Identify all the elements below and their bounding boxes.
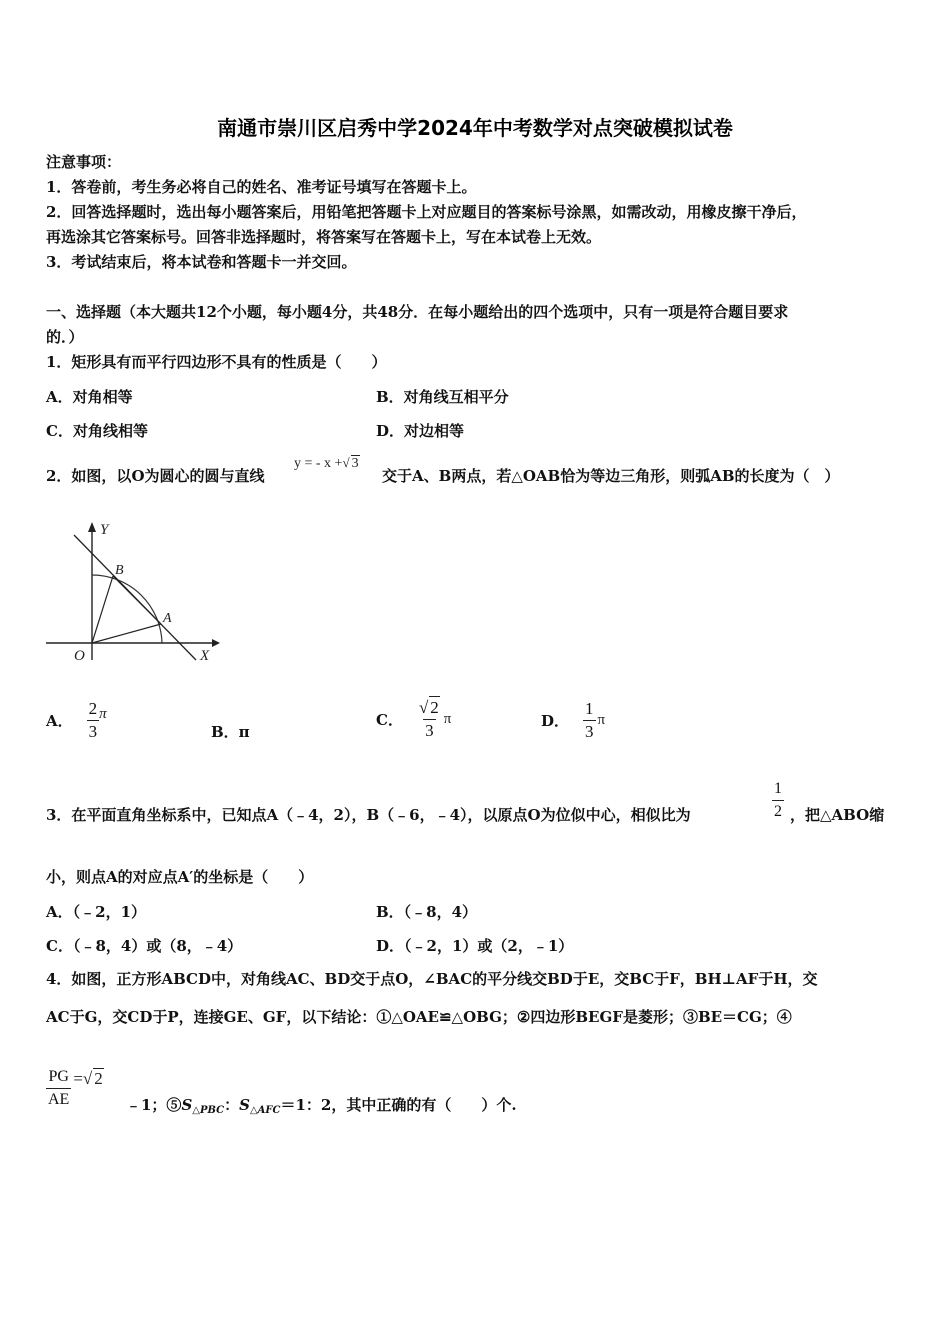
q4-colon: ： [224, 1096, 240, 1114]
q3-ratio-fraction [772, 778, 784, 823]
x-axis-arrow-icon [212, 639, 220, 647]
segment-ab [113, 576, 161, 624]
q2-option-c-label: C． [376, 710, 403, 729]
q2-c-pi: π [443, 710, 452, 727]
q3-stem-part3: 小，则点A的对应点A′的坐标是（ ） [46, 868, 314, 886]
q3-stem-part2: ，把△ABO缩 [790, 806, 885, 824]
q2-c-denominator: 3 [425, 721, 434, 740]
q4-frac-denominator: AE [46, 1088, 71, 1111]
y-axis-label: Y [100, 522, 109, 538]
q4-frac-numerator: PG [48, 1068, 69, 1085]
q4-area-s2-sub: △AFC [249, 1105, 281, 1116]
q3-option-c: C．（﹣8，4）或（8，﹣4） [46, 937, 243, 955]
q3-stem-part1: 3．在平面直角坐标系中，已知点A（﹣4，2），B（﹣6，﹣4），以原点O为位似中心，相似比为 [46, 806, 691, 824]
q2-a-denominator: 3 [88, 722, 98, 741]
q2-option-b: B．π [211, 723, 250, 741]
notice-item-3: 3．考试结束后，将本试卷和答题卡一并交回。 [46, 253, 357, 271]
origin-label: O [74, 648, 85, 664]
q3-ratio-numerator: 1 [774, 780, 782, 797]
section-heading-line2: 的．） [46, 328, 84, 346]
q2-eq-radicand: 3 [351, 456, 359, 471]
segment-ob [92, 576, 113, 643]
q3-ratio-denominator: 2 [772, 800, 784, 823]
q2-eq-y: y = - x + [294, 456, 343, 471]
q4-area-s1: S [181, 1096, 193, 1114]
y-axis-arrow-icon [88, 522, 96, 532]
q2-option-d-fraction [583, 698, 596, 743]
q4-ratio-expression: $\frac{PG}{AE}$ = √ 2 [46, 1066, 104, 1111]
notice-heading: 注意事项： [46, 153, 122, 171]
q2-option-c [376, 696, 451, 742]
q2-option-d [541, 698, 605, 743]
q3-option-a: A．（﹣2，1） [46, 903, 147, 921]
q4-line1: 4．如图，正方形ABCD中，对角线AC、BD交于点O，∠BAC的平分线交BD于E，交BC于F，BH⊥AF于H，交 [46, 970, 818, 988]
notice-item-2b: 再选涂其它答案标号。回答非选择题时，将答案写在答题卡上，写在本试卷上无效。 [46, 228, 602, 246]
q2-stem-part1: 2．如图，以O为圆心的圆与直线 [46, 467, 265, 485]
q2-stem-part2: 交于A、B两点，若△OAB恰为等边三角形，则弧AB的长度为（ ） [382, 467, 840, 485]
q2-d-numerator: 1 [585, 699, 594, 718]
segment-oa [92, 624, 161, 643]
q2-a-numerator: 2 [88, 699, 98, 718]
q3-option-b: B．（﹣8，4） [376, 903, 478, 921]
q4-line2: AC于G，交CD于P，连接GE、GF，以下结论：①△OAE≌△OBG；②四边形BEGF是菱形；③BE＝CG；④ [46, 1008, 792, 1026]
q3-option-d: D．（﹣2，1）或（2，﹣1） [376, 937, 574, 955]
q1-stem: 1．矩形具有而平行四边形不具有的性质是（ ） [46, 353, 387, 371]
q4-line3 [126, 1095, 517, 1121]
q1-option-d: D．对边相等 [376, 422, 465, 440]
q4-line3-part2: ＝1：2，其中正确的有（ ）个. [280, 1096, 517, 1114]
q4-area-s2: S [239, 1096, 250, 1114]
q2-option-a-fraction [87, 698, 100, 743]
point-b-label: B [115, 563, 124, 578]
q2-option-a [46, 698, 107, 743]
q2-option-c-fraction: $\frac{√ 2}{3}$ [418, 698, 439, 740]
q4-eq-radicand: 2 [94, 1069, 103, 1088]
q1-option-c: C．对角线相等 [46, 422, 148, 440]
q4-line3-part1: ﹣1；⑤ [126, 1096, 182, 1114]
x-axis-label: X [200, 648, 210, 664]
q1-option-b: B．对角线互相平分 [376, 388, 509, 406]
q2-option-a-label: A． [46, 712, 73, 730]
section-heading-line1: 一、选择题（本大题共12个小题，每小题4分，共48分．在每小题给出的四个选项中，只有一项是符合题目要求 [46, 303, 789, 321]
q2-figure [40, 518, 230, 668]
q2-c-radicand: 2 [430, 698, 439, 717]
q2-d-denominator: 3 [585, 722, 594, 741]
notice-item-1: 1．答卷前，考生务必将自己的姓名、准考证号填写在答题卡上。 [46, 178, 477, 196]
notice-item-2a: 2．回答选择题时，选出每小题答案后，用铅笔把答题卡上对应题目的答案标号涂黑，如需改动，用橡皮擦干净后， [46, 203, 807, 221]
page-title: 南通市崇川区启秀中学2024年中考数学对点突破模拟试卷 [217, 116, 733, 140]
q2-option-d-label: D． [541, 712, 570, 730]
point-a-label: A [163, 611, 172, 626]
q2-a-pi: π [99, 706, 107, 722]
q4-eq-sign: = [73, 1068, 83, 1088]
q2-line-equation: y = - x +√ 3 [294, 455, 359, 471]
q1-option-a: A．对角相等 [46, 388, 133, 406]
q2-d-pi: π [597, 712, 606, 728]
q4-area-s1-sub: △PBC [192, 1105, 225, 1116]
